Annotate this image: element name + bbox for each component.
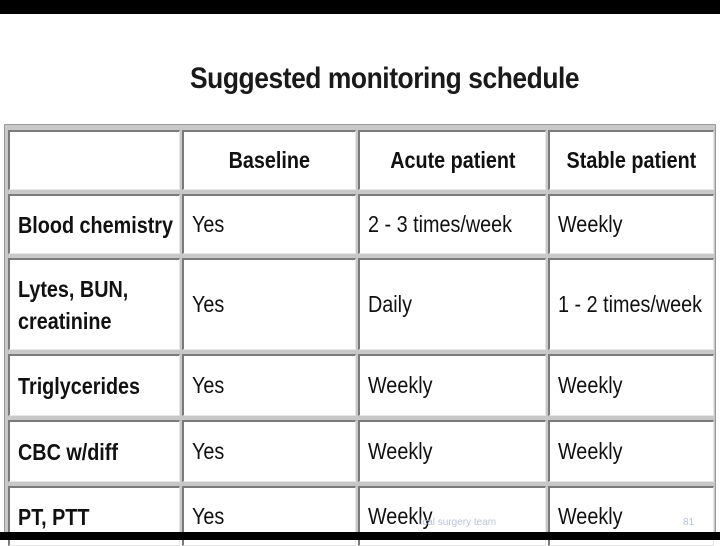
cell-blood-chemistry-stable: Weekly: [548, 194, 714, 254]
header-cell-empty: [8, 130, 180, 190]
top-border-bar: [0, 0, 720, 14]
header-cell-baseline: Baseline: [182, 130, 356, 190]
cell-triglycerides-baseline: Yes: [182, 354, 356, 416]
cell-cbc-acute: Weekly: [358, 420, 546, 482]
row-label-cbc-wdiff: CBC w/diff: [8, 420, 180, 482]
cell-pt-acute: Weekly: [358, 486, 546, 546]
cell-pt-stable: Weekly: [548, 486, 714, 546]
bottom-border-bar: [0, 532, 720, 540]
cell-lytes-baseline: Yes: [182, 258, 356, 350]
cell-cbc-baseline: Yes: [182, 420, 356, 482]
header-cell-acute: Acute patient: [358, 130, 546, 190]
footer-caption: ical surgery team: [420, 517, 497, 528]
cell-triglycerides-stable: Weekly: [548, 354, 714, 416]
cell-triglycerides-acute: Weekly: [358, 354, 546, 416]
cell-lytes-stable: 1 - 2 times/week: [548, 258, 714, 350]
row-label-lytes-bun-creatinine: Lytes, BUN, creatinine: [8, 258, 180, 350]
cell-cbc-stable: Weekly: [548, 420, 714, 482]
page-number: 81: [683, 517, 695, 528]
header-cell-stable: Stable patient: [548, 130, 714, 190]
row-label-triglycerides: Triglycerides: [8, 354, 180, 416]
cell-pt-baseline: Yes: [182, 486, 356, 546]
row-label-pt-ptt: PT, PTT: [8, 486, 180, 546]
cell-blood-chemistry-baseline: Yes: [182, 194, 356, 254]
monitoring-table: [4, 124, 716, 540]
row-label-blood-chemistry: Blood chemistry: [8, 194, 180, 254]
cell-blood-chemistry-acute: 2 - 3 times/week: [358, 194, 546, 254]
slide-title: Suggested monitoring schedule: [190, 62, 580, 95]
cell-lytes-acute: Daily: [358, 258, 546, 350]
